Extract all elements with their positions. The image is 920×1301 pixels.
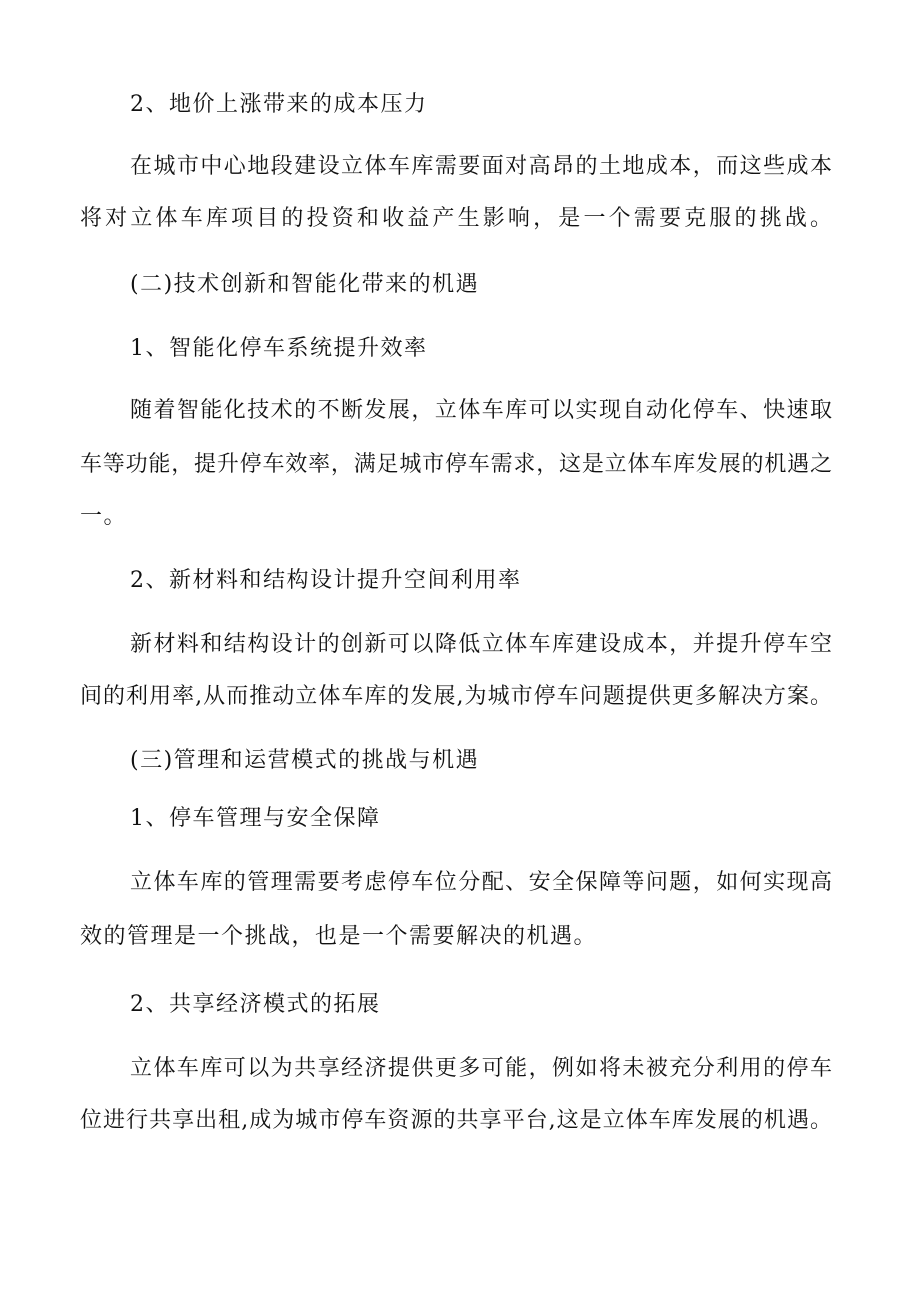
paragraph-line: 位进行共享出租,成为城市停车资源的共享平台,这是立体车库发展的机遇。 [80,1108,832,1133]
paragraph-line: 将对立体车库项目的投资和收益产生影响，是一个需要克服的挑战。 [80,206,832,231]
section-heading: 2、新材料和结构设计提升空间利用率 [130,568,522,593]
section-heading: 1、停车管理与安全保障 [130,806,381,831]
paragraph-line: 新材料和结构设计的创新可以降低立体车库建设成本，并提升停车空 [130,632,832,657]
paragraph-line: 间的利用率,从而推动立体车库的发展,为城市停车问题提供更多解决方案。 [80,684,832,709]
paragraph-line: 一。 [80,504,128,529]
section-heading: 2、共享经济模式的拓展 [130,992,381,1017]
paragraph-line: 立体车库可以为共享经济提供更多可能，例如将未被充分利用的停车 [130,1056,832,1081]
paragraph-line: 在城市中心地段建设立体车库需要面对高昂的土地成本，而这些成本 [130,154,832,179]
paragraph-line: 随着智能化技术的不断发展，立体车库可以实现自动化停车、快速取 [130,398,832,423]
paragraph-line: 立体车库的管理需要考虑停车位分配、安全保障等问题，如何实现高 [130,870,832,895]
paragraph-line: 车等功能，提升停车效率，满足城市停车需求，这是立体车库发展的机遇之 [80,452,832,477]
section-heading: 1、智能化停车系统提升效率 [130,336,428,361]
section-heading: 2、地价上涨带来的成本压力 [130,92,428,117]
chapter-heading: (三)管理和运营模式的挑战与机遇 [130,748,480,773]
paragraph-line: 效的管理是一个挑战，也是一个需要解决的机遇。 [80,924,598,949]
chapter-heading: (二)技术创新和智能化带来的机遇 [130,272,480,297]
